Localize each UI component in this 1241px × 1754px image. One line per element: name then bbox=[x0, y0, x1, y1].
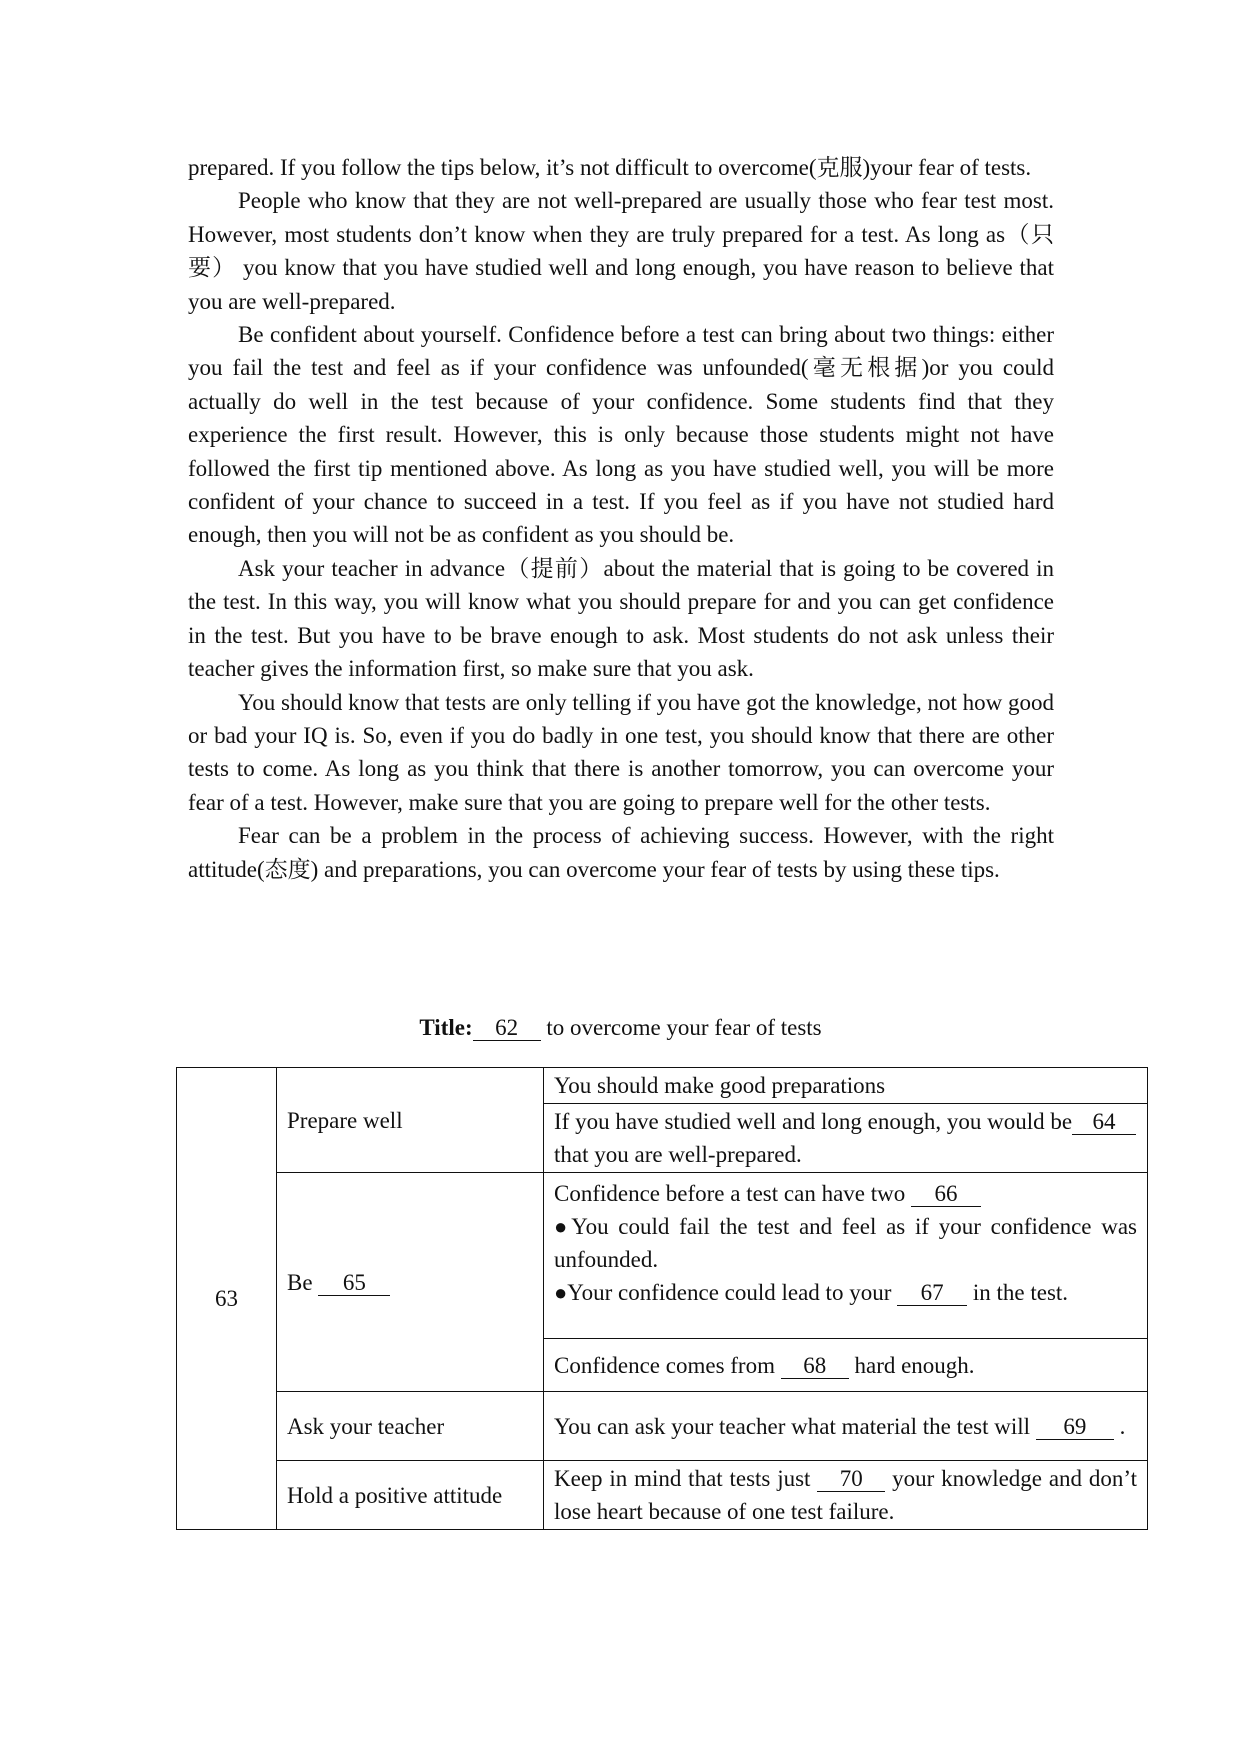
prepare-detail-2-end: that you are well-prepared. bbox=[554, 1142, 802, 1167]
heading-be-confident bbox=[277, 1173, 544, 1392]
confidence-line-1 bbox=[554, 1177, 1137, 1210]
attitude-detail-text: Keep in mind that tests just bbox=[554, 1466, 818, 1491]
outline-table bbox=[176, 1067, 1148, 1530]
passage-paragraph-5: You should know that tests are only telling if you have got the knowledge, not how good or bad your IQ is. So, even if you do badly in one test, you should know that there are other tests to come. As long as you think that there is another tomorrow, you can overcome your fear of a test. However, make sure that you are going to prepare well for the other tests. bbox=[188, 689, 1054, 815]
blank-63-cell bbox=[177, 1068, 277, 1530]
prepare-detail-1: You should make good preparations bbox=[544, 1068, 1148, 1104]
blank-70[interactable]: 70 bbox=[817, 1467, 885, 1492]
bullet-item-2-end: in the test. bbox=[967, 1280, 1069, 1305]
blank-66[interactable]: 66 bbox=[911, 1182, 981, 1207]
blank-63[interactable]: 63 bbox=[215, 1286, 238, 1311]
table-row bbox=[177, 1461, 1148, 1530]
blank-69[interactable]: 69 bbox=[1036, 1415, 1114, 1440]
table-row bbox=[177, 1173, 1148, 1339]
table-row bbox=[177, 1392, 1148, 1461]
blank-65[interactable]: 65 bbox=[318, 1271, 390, 1296]
bullet-item-1 bbox=[554, 1210, 1137, 1276]
heading-prepare-well: Prepare well bbox=[277, 1068, 544, 1173]
bullet-icon: ● bbox=[554, 1280, 568, 1305]
blank-67[interactable]: 67 bbox=[897, 1281, 967, 1306]
passage-paragraph-6: Fear can be a problem in the process of achieving success. However, with the right attitude(态度) and preparations, you can overcome your fear of tests by using these tips. bbox=[188, 823, 1054, 882]
confidence-source-text: Confidence comes from bbox=[554, 1352, 781, 1378]
confidence-detail bbox=[544, 1173, 1148, 1339]
confidence-source-end: hard enough. bbox=[848, 1352, 975, 1378]
blank-62[interactable]: 62 bbox=[473, 1016, 541, 1041]
prepare-detail-2-text: If you have studied well and long enough, you would be bbox=[554, 1109, 1073, 1134]
blank-68[interactable]: 68 bbox=[781, 1354, 849, 1379]
blank-64[interactable]: 64 bbox=[1072, 1110, 1136, 1135]
passage-paragraph-2: People who know that they are not well-prepared are usually those who fear test most. However, most students don’t know when they are truly prepared for a test. As long as（只要） you know that you have studied well and long enough, you have reason to believe that you are well-prepared. bbox=[188, 188, 1054, 314]
heading-be-text: Be bbox=[287, 1269, 319, 1295]
confidence-line-1-text: Confidence before a test can have two bbox=[554, 1181, 911, 1206]
attitude-detail-end: your knowledge and don’t lose heart because of one test failure. bbox=[554, 1466, 1138, 1524]
heading-ask-teacher: Ask your teacher bbox=[277, 1392, 544, 1461]
bullet-item-1-text: You could fail the test and feel as if your confidence was unfounded. bbox=[554, 1214, 1137, 1272]
confidence-source bbox=[544, 1339, 1148, 1392]
reading-passage bbox=[188, 151, 1054, 886]
bullet-item-2 bbox=[554, 1276, 1137, 1309]
bullet-item-2-text: Your confidence could lead to your bbox=[567, 1280, 898, 1305]
title-label: Title: bbox=[419, 1015, 473, 1040]
outline-title bbox=[0, 1012, 1241, 1044]
title-text: to overcome your fear of tests bbox=[540, 1015, 822, 1040]
heading-positive-attitude: Hold a positive attitude bbox=[277, 1461, 544, 1530]
ask-detail-text: You can ask your teacher what material the test will bbox=[554, 1413, 1036, 1439]
passage-paragraph-3: Be confident about yourself. Confidence before a test can bring about two things: either you fail the test and feel as if your confidence was unfounded(毫无根据)or you could actually do well in the test because of your confidence. Some students find that they experience the first result. However, this is only because those students might not have followed the first tip mentioned above. As long as you have studied well, you will be more confident of your chance to succeed in a test. If you feel as if you have not studied hard enough, then you will not be as confident as you should be. bbox=[188, 322, 1054, 548]
ask-detail bbox=[544, 1392, 1148, 1461]
passage-paragraph-1: prepared. If you follow the tips below, it’s not difficult to overcome(克服)your fear of tests. bbox=[188, 155, 1032, 180]
table-row bbox=[177, 1068, 1148, 1104]
passage-paragraph-4: Ask your teacher in advance（提前）about the material that is going to be covered in the test. In this way, you will know what you should prepare for and you can get confidence in the test. But you have to be brave enough to ask. Most students do not ask unless their teacher gives the information first, so make sure that you ask. bbox=[188, 555, 1054, 682]
attitude-detail bbox=[544, 1461, 1148, 1530]
prepare-detail-2 bbox=[544, 1104, 1148, 1173]
bullet-icon: ● bbox=[554, 1214, 572, 1239]
ask-detail-end: . bbox=[1113, 1413, 1126, 1439]
